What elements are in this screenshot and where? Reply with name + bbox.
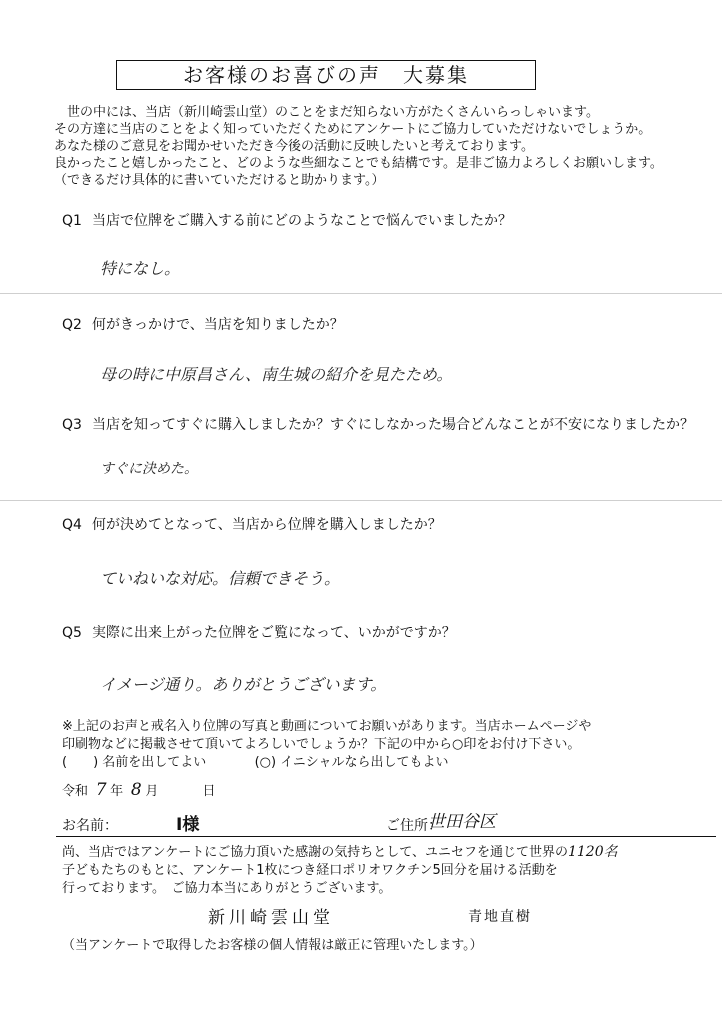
intro-line: あなた様のご意見をお聞かせいただき今後の活動に反映したいと考えております。 xyxy=(54,139,534,154)
question-text: 実際に出来上がった位牌をご覧になって、いかがですか？ xyxy=(92,625,456,641)
footer-line: 行っております。 ご協力本当にありがとうございます。 xyxy=(62,881,392,896)
question-label: Q2 xyxy=(62,317,82,333)
question-1 xyxy=(62,210,512,230)
question-label: Q4 xyxy=(62,517,82,533)
answer-4: ていねいな対応。信頼できそう。 xyxy=(100,569,341,588)
customer-name: I様 xyxy=(176,815,200,835)
address-label: ご住所： xyxy=(386,818,442,834)
consent-option-initial-text: イニシャルなら出してもよい xyxy=(280,755,449,770)
date-line xyxy=(62,780,215,800)
answer-3: すぐに決めた。 xyxy=(100,461,198,477)
consent-option-name-text: 名前を出してよい xyxy=(102,755,207,770)
page-title: お客様のお喜びの声 大募集 xyxy=(116,60,536,90)
question-text: 何がきっかけで、当店を知りましたか？ xyxy=(92,317,344,333)
question-label: Q5 xyxy=(62,625,82,641)
intro-line: 世の中には、当店（新川崎雲山堂）のことをまだ知らない方がたくさんいらっしゃいます。 xyxy=(54,105,599,120)
footer-line: 子どもたちのもとに、アンケート1枚につき経口ポリオワクチン5回分を届ける活動を xyxy=(62,863,558,878)
children-count: 1120名 xyxy=(567,844,618,860)
customer-address: 世田谷区 xyxy=(428,812,496,832)
question-text: 何が決めてとなって、当店から位牌を購入しましたか？ xyxy=(92,517,442,533)
name-label: お名前： xyxy=(62,818,118,834)
question-label: Q3 xyxy=(62,417,82,433)
consent-section xyxy=(62,718,712,772)
answer-5: イメージ通り。ありがとうございます。 xyxy=(100,675,387,694)
footer-line-text: 尚、当店ではアンケートにご協力頂いた感謝の気持ちとして、ユニセフを通じて世界の xyxy=(62,845,568,860)
date-month-unit: 月 xyxy=(145,784,159,799)
date-era: 令和 xyxy=(62,784,89,799)
consent-option-name-mark[interactable]: ( ) xyxy=(62,755,99,770)
consent-option-initial-mark[interactable]: (○) xyxy=(254,755,277,770)
owner-name: 青地直樹 xyxy=(468,909,532,925)
fold-line xyxy=(0,500,722,501)
date-month: 8 xyxy=(130,780,142,800)
footer-line xyxy=(62,843,712,862)
date-year: 7 xyxy=(95,780,107,800)
question-label: Q1 xyxy=(62,213,82,229)
question-5 xyxy=(62,622,456,642)
answer-2: 母の時に中原昌さん、南生城の紹介を見たため。 xyxy=(100,365,453,384)
intro-text xyxy=(54,104,714,189)
question-text: 当店を知ってすぐに購入しましたか？すぐにしなかった場合どんなことが不安になりましたか？ xyxy=(92,417,694,433)
shop-name: 新川崎雲山堂 xyxy=(208,908,334,928)
privacy-note: （当アンケートで取得したお客様の個人情報は厳正に管理いたします。） xyxy=(62,938,483,953)
fold-line xyxy=(0,293,722,294)
footer-text xyxy=(62,843,712,898)
intro-line: 良かったこと嬉しかったこと、どのような些細なことでも結構です。是非ご協力よろしくお願いします。 xyxy=(54,156,663,171)
consent-options xyxy=(62,754,712,772)
intro-line: （できるだけ具体的に書いていただけると助かります。） xyxy=(54,173,385,188)
consent-line: ※上記のお声と戒名入り位牌の写真と動画についてお願いがあります。当店ホームページや xyxy=(62,719,592,734)
intro-line: その方達に当店のことをよく知っていただくためにアンケートにご協力していただけないでしょうか。 xyxy=(54,122,652,137)
name-underline xyxy=(56,836,716,837)
question-text: 当店で位牌をご購入する前にどのようなことで悩んでいましたか？ xyxy=(92,213,512,229)
question-4 xyxy=(62,514,442,534)
consent-line: 印刷物などに掲載させて頂いてよろしいでしょうか？下記の中から○印をお付け下さい。 xyxy=(62,737,581,752)
question-3 xyxy=(62,414,694,434)
question-2 xyxy=(62,314,344,334)
date-day-unit: 日 xyxy=(202,784,216,799)
date-year-unit: 年 xyxy=(110,784,124,799)
answer-1: 特になし。 xyxy=(100,259,181,278)
